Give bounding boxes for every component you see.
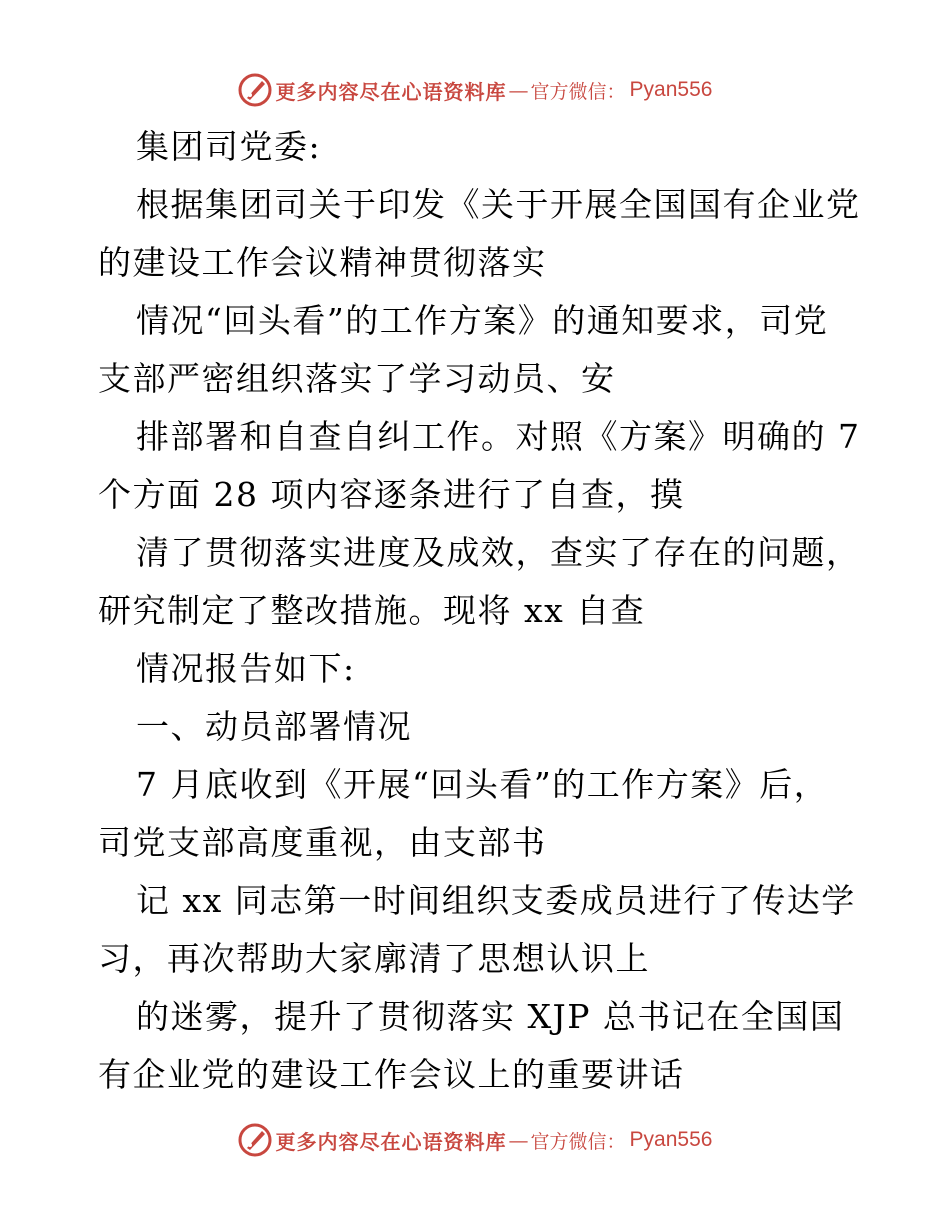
text-line: 情况“回头看”的工作方案》的通知要求，司党 [136, 301, 829, 340]
watermark-wechat-id: Pyan556 [629, 78, 713, 101]
text-line: 的迷雾，提升了贯彻落实 XJP 总书记在全国国 [136, 997, 845, 1036]
text-line: 司党支部高度重视，由支部书 [98, 823, 547, 862]
watermark-separator: — [508, 78, 529, 102]
text-line: 个方面 28 项内容逐条进行了自查，摸 [98, 475, 685, 514]
watermark-separator: — [508, 1128, 529, 1152]
section-heading: 一、动员部署情况 [136, 707, 412, 746]
watermark-brand: 更多内容尽在心语资料库 [275, 79, 507, 104]
text-line: 清了贯彻落实进度及成效，查实了存在的问题， [136, 533, 861, 572]
text-line: 的建设工作会议精神贯彻落实 [98, 243, 547, 282]
watermark-label: 官方微信： [530, 80, 626, 103]
header-watermark [0, 70, 950, 110]
quill-logo-icon [238, 73, 272, 107]
text-line: 有企业党的建设工作会议上的重要讲话 [98, 1055, 685, 1094]
text-line: 习，再次帮助大家廓清了思想认识上 [98, 939, 650, 978]
watermark-brand: 更多内容尽在心语资料库 [275, 1129, 507, 1154]
watermark-label: 官方微信： [530, 1130, 626, 1153]
document-body [98, 118, 861, 1104]
text-line: 根据集团司关于印发《关于开展全国国有企业党 [136, 185, 861, 224]
text-line: 7 月底收到《开展“回头看”的工作方案》后， [136, 765, 829, 804]
watermark-wechat-id: Pyan556 [629, 1128, 713, 1151]
text-line: 排部署和自查自纠工作。对照《方案》明确的 7 [136, 417, 861, 456]
text-line: 研究制定了整改措施。现将 xx 自查 [98, 591, 646, 630]
text-line: 记 xx 同志第一时间组织支委成员进行了传达学 [136, 881, 856, 920]
text-line: 支部严密组织落实了学习动员、安 [98, 359, 616, 398]
salutation: 集团司党委: [136, 127, 322, 166]
footer-watermark [0, 1120, 950, 1160]
quill-logo-icon [238, 1123, 272, 1157]
text-line: 情况报告如下: [136, 649, 356, 688]
